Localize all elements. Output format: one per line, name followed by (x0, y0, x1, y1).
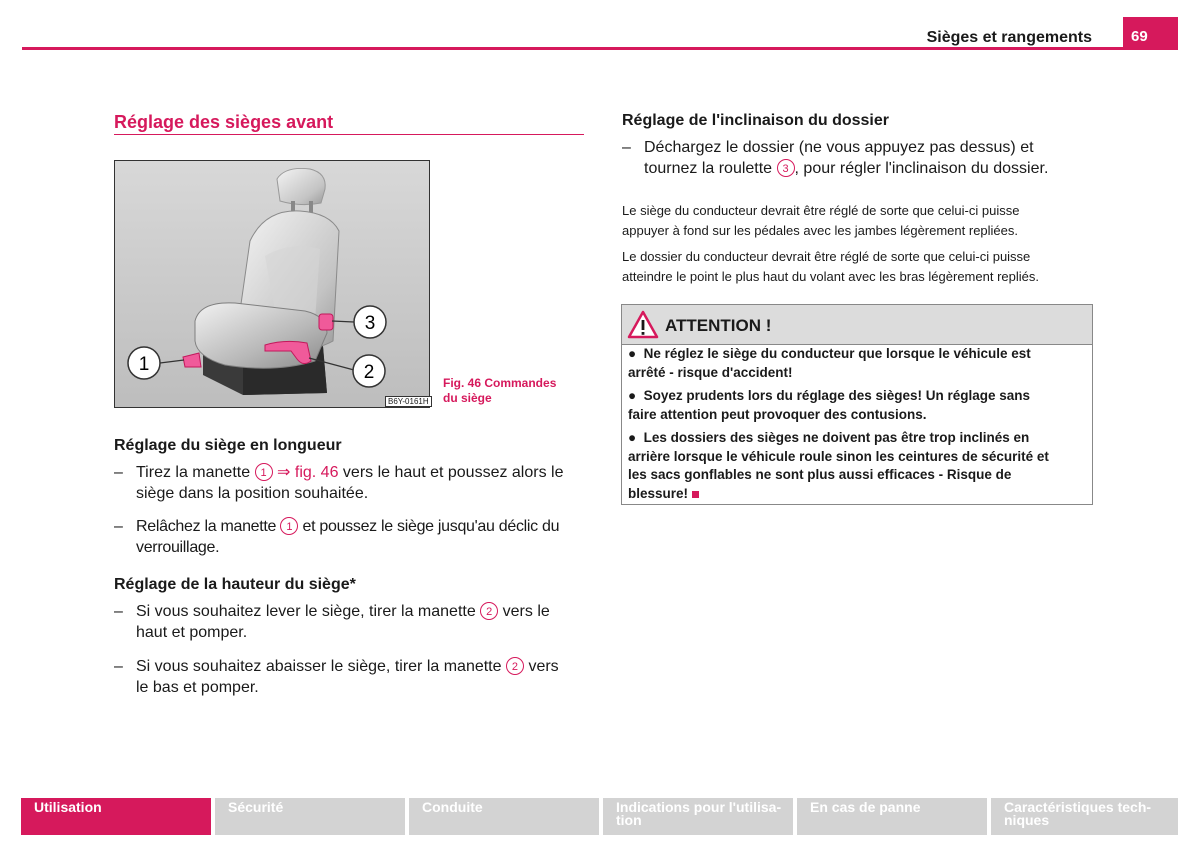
tab-label: Utilisation (34, 799, 102, 815)
text: Soyez prudents lors du réglage des sièges! Un réglage sans (643, 388, 1031, 403)
attention-item: ● Les dossiers des sièges ne doivent pas être trop inclinés en arrière lorsque le véhicule roule sinon les ceintures de sécurité et les sacs gonflables ne sont plus aussi efficaces - Risque de blessure! (628, 430, 1049, 501)
dash: – (114, 603, 123, 620)
text: Le dossier du conducteur devrait être réglé de sorte que celui-ci puisse (622, 249, 1031, 264)
callout-1-label: 1 (138, 354, 150, 375)
text: Tirez la manette (136, 464, 251, 481)
callout-2-label: 2 (363, 362, 375, 383)
text: Déchargez le dossier (ne vous appuyez pas dessus) et (644, 139, 1034, 156)
text: faire attention peut provoquer des contusions. (628, 406, 927, 422)
fig-link[interactable]: ⇒ fig. 46 (277, 464, 339, 481)
text: les sacs gonflables ne sont plus aussi efficaces - Risque de (628, 467, 1012, 482)
paragraph-driver-seat (622, 201, 1019, 241)
page-number: 69 (1123, 17, 1178, 50)
heading-length: Réglage du siège en longueur (114, 437, 342, 454)
dash: – (622, 139, 631, 156)
text: blessure! (628, 485, 689, 501)
heading-height: Réglage de la hauteur du siège* (114, 576, 356, 593)
text: arrêté - risque d'accident! (628, 364, 793, 380)
text: tournez la roulette (644, 160, 773, 177)
text: Si vous souhaitez abaisser le siège, tirer la manette (136, 658, 502, 675)
figure-caption (443, 376, 583, 406)
dash: – (114, 518, 123, 535)
dash: – (114, 658, 123, 675)
text: arrière lorsque le véhicule roule sinon les ceintures de sécurité et (628, 448, 1049, 464)
tab-securite[interactable] (215, 798, 405, 835)
tab-conduite[interactable] (409, 798, 599, 835)
ref-callout-1: 1 (280, 517, 298, 535)
text: vers le (502, 603, 550, 620)
text: , pour régler l'inclinaison du dossier. (794, 160, 1049, 177)
text: siège dans la position souhaitée. (136, 485, 369, 502)
text: Ne réglez le siège du conducteur que lorsque le véhicule est (643, 346, 1031, 361)
section-title: Réglage des sièges avant (114, 112, 334, 132)
tab-label: En cas de panne (810, 799, 921, 815)
ref-callout-3: 3 (777, 159, 795, 177)
tab-label: niques (1004, 812, 1050, 828)
list-item (114, 656, 584, 700)
figure-caption-line2: du siège (443, 391, 492, 405)
tab-caracteristiques[interactable] (991, 798, 1178, 835)
list-item (114, 462, 584, 506)
tab-label: Sécurité (228, 799, 284, 815)
header-rule (22, 47, 1178, 50)
section-rule (114, 134, 584, 135)
dash: – (114, 464, 123, 481)
ref-callout-2: 2 (480, 602, 498, 620)
tab-label: Conduite (422, 799, 483, 815)
list-item (114, 601, 584, 645)
attention-item: ● Soyez prudents lors du réglage des sièges! Un réglage sans faire attention peut provoquer des contusions. (628, 387, 1030, 424)
paragraph-driver-backrest (622, 247, 1039, 287)
figure-callouts (114, 160, 430, 408)
callout-3-label: 3 (364, 313, 376, 334)
text: le bas et pomper. (136, 679, 259, 696)
tab-label: Indications pour l'utilisa- (616, 799, 782, 815)
ref-callout-2: 2 (506, 657, 524, 675)
tab-en-cas-de-panne[interactable] (797, 798, 987, 835)
text: Les dossiers des sièges ne doivent pas être trop inclinés en (643, 430, 1030, 445)
text: atteindre le point le plus haut du volant avec les bras légèrement repliés. (622, 269, 1039, 284)
text: Relâchez la manette (136, 518, 277, 535)
attention-title: ATTENTION ! (665, 316, 772, 335)
warning-icon (627, 310, 659, 340)
text: Si vous souhaitez lever le siège, tirer la manette (136, 603, 476, 620)
figure-code: B6Y-0161H (385, 396, 432, 407)
list-item (114, 516, 584, 560)
running-header: Sièges et rangements (926, 29, 1092, 46)
tab-label: Caractéristiques tech- (1004, 799, 1152, 815)
tab-indications[interactable] (603, 798, 793, 835)
text: vers le haut et poussez alors le (342, 464, 564, 481)
end-marker-icon (692, 491, 699, 498)
heading-recline: Réglage de l'inclinaison du dossier (622, 112, 889, 129)
figure-caption-line1: Fig. 46 Commandes (443, 376, 557, 390)
text: vers (528, 658, 559, 675)
ref-callout-1: 1 (255, 463, 273, 481)
text: et poussez le siège jusqu'au déclic du (302, 518, 560, 535)
text: Le siège du conducteur devrait être réglé de sorte que celui-ci puisse (622, 203, 1020, 218)
attention-item: ● Ne réglez le siège du conducteur que lorsque le véhicule est arrêté - risque d'accident! (628, 345, 1031, 382)
tab-utilisation[interactable] (21, 798, 211, 835)
text: appuyer à fond sur les pédales avec les jambes légèrement repliées. (622, 223, 1019, 238)
list-item (622, 137, 1092, 181)
text: verrouillage. (136, 539, 220, 556)
text: haut et pomper. (136, 624, 248, 641)
tab-label: tion (616, 812, 642, 828)
